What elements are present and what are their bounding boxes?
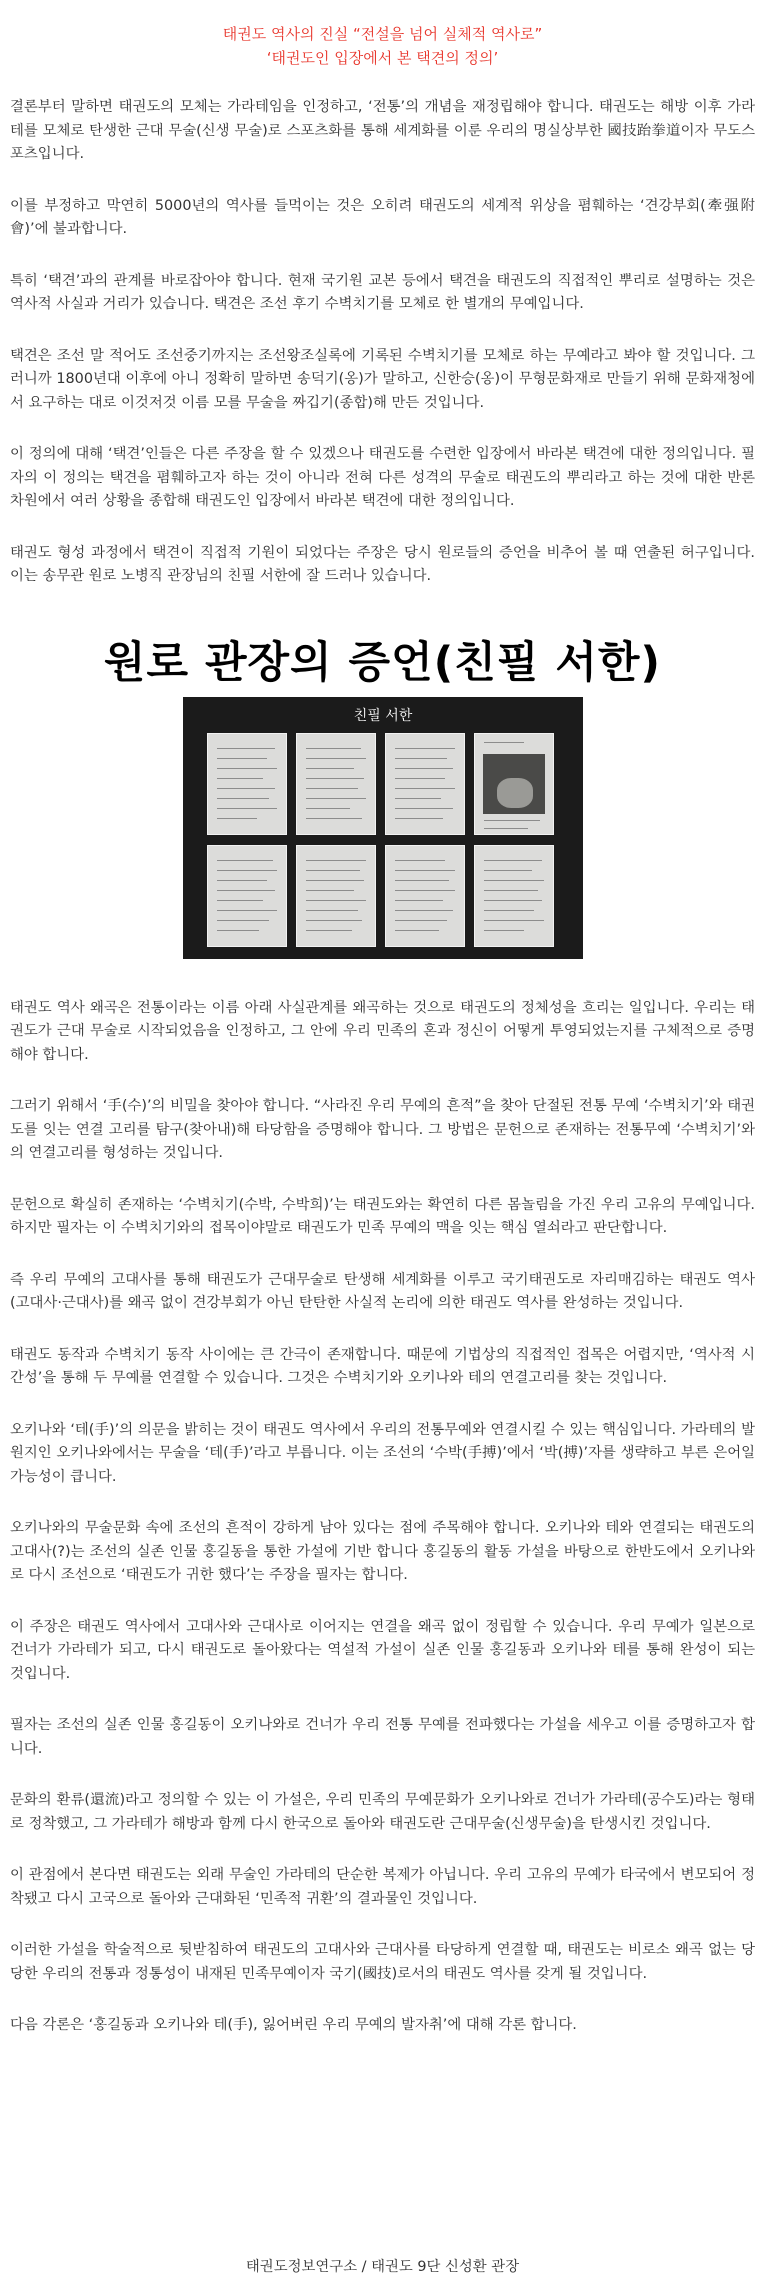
paragraph: 필자는 조선의 실존 인물 홍길동이 오키나와로 건너가 우리 전통 무예를 전파했다는 가설을 세우고 이를 증명하고자 합니다. — [10, 1717, 755, 1757]
paragraph: 이 관점에서 본다면 태권도는 외래 무술인 가라테의 단순한 복제가 아닙니다. 우리 고유의 무예가 타국에서 변모되어 정착됐고 다시 고국으로 돌아와 근대화된 ‘민족적 귀환’의 결과물인 것입니다. — [10, 1867, 755, 1907]
paragraph: 태권도 역사 왜곡은 전통이라는 이름 아래 사실관계를 왜곡하는 것으로 태권도의 정체성을 흐리는 일입니다. 우리는 태권도가 근대 무술로 시작되었음을 인정하고, 그 안에 우리 민족의 혼과 정신이 어떻게 투영되었는지를 구체적으로 증명해야 합니다. — [10, 999, 755, 1063]
paragraph: 태권도 동작과 수벽치기 동작 사이에는 큰 간극이 존재합니다. 때문에 기법상의 직접적인 접목은 어렵지만, ‘역사적 시간성’을 통해 두 무예를 연결할 수 있습니다. 그것은 수벽치기와 오키나와 테의 연결고리를 찾는 것입니다. — [10, 1346, 755, 1386]
letter-page-thumbnail — [296, 845, 376, 947]
paragraph: 문화의 환류(還流)라고 정의할 수 있는 이 가설은, 우리 민족의 무예문화가 오키나와로 건너가 가라테(공수도)라는 형태로 정착했고, 그 가라테가 해방과 함께 다시 한국으로 돌아와 태권도란 근대무술(신생무술)을 탄생시킨 것입니다. — [10, 1792, 755, 1832]
article-body — [10, 96, 755, 2066]
panel-title: 친필 서한 — [353, 707, 413, 724]
paragraph: 문헌으로 확실히 존재하는 ‘수벽치기(수박, 수박희)’는 태권도와는 확연히 다른 몸놀림을 가진 우리 고유의 무예입니다. 하지만 필자는 이 수벽치기와의 접목이야말로 태권도가 민족 무예의 맥을 잇는 핵심 열쇠라고 판단합니다. — [10, 1196, 755, 1236]
letter-page-thumbnail — [385, 845, 465, 947]
article-byline: 태권도정보연구소 / 태권도 9단 신성환 관장 — [245, 2259, 520, 2275]
paragraph: 그러기 위해서 ‘手(수)’의 비밀을 찾아야 합니다. “사라진 우리 무예의 흔적”을 찾아 단절된 전통 무예 ‘수벽치기’와 태권도를 잇는 연결 고리를 탐구(찾아내)해 타당함을 증명해야 합니다. 그 방법은 문헌으로 존재하는 전통무예 ‘수벽치기’와의 연결고리를 형성하는 것입니다. — [10, 1098, 755, 1161]
letter-banner — [10, 617, 755, 997]
letter-page-thumbnail — [385, 733, 465, 835]
letter-page-thumbnail — [207, 845, 287, 947]
title-line-2: ‘태권도인 입장에서 본 택견의 정의’ — [266, 49, 499, 67]
letter-page-thumbnail — [296, 733, 376, 835]
title-line-1: 태권도 역사의 진실 “전설을 넘어 실체적 역사로” — [222, 25, 543, 43]
paragraph: 이 주장은 태권도 역사에서 고대사와 근대사로 이어지는 연결을 왜곡 없이 정립할 수 있습니다. 우리 무예가 일본으로 건너가 가라테가 되고, 다시 태권도로 돌아왔다는 역설적 가설이 실존 인물 홍길동과 오키나와 테를 통해 완성이 되는 것입니다. — [10, 1618, 755, 1682]
paragraph: 오키나와 ‘테(手)’의 의문을 밝히는 것이 태권도 역사에서 우리의 전통무예와 연결시킬 수 있는 핵심입니다. 가라테의 발원지인 오키나와에서는 무술을 ‘테(手)’라고 부릅니다. 이는 조선의 ‘수박(手搏)’에서 ‘박(搏)’자를 생략하고 부른 은어일 가능성이 큽니다. — [10, 1421, 755, 1485]
letter-page-thumbnail — [474, 845, 554, 947]
photo-page-thumbnail — [474, 733, 554, 835]
paragraph: 이를 부정하고 막연히 5000년의 역사를 들먹이는 것은 오히려 태권도의 세계적 위상을 폄훼하는 ‘견강부회(牽强附會)’에 불과합니다. — [10, 197, 755, 237]
paragraph: 태권도 형성 과정에서 택견이 직접적 기원이 되었다는 주장은 당시 원로들의 증언을 비추어 볼 때 연출된 허구입니다. 이는 송무관 원로 노병직 관장님의 친필 서한에 잘 드러나 있습니다. — [10, 544, 755, 584]
paragraph: 이러한 가설을 학술적으로 뒷받침하여 태권도의 고대사와 근대사를 타당하게 연결할 때, 태권도는 비로소 왜곡 없는 당당한 우리의 전통과 정통성이 내재된 민족무예이자 국기(國技)로서의 태권도 역사를 갖게 될 것입니다. — [10, 1942, 755, 1982]
paragraph: 특히 ‘택견’과의 관계를 바로잡아야 합니다. 현재 국기원 교본 등에서 택견을 태권도의 직접적인 뿌리로 설명하는 것은 역사적 사실과 거리가 있습니다. 택견은 조선 후기 수벽치기를 모체로 한 별개의 무예입니다. — [10, 272, 755, 312]
letter-page-thumbnail — [207, 733, 287, 835]
letter-photo-panel — [183, 697, 583, 959]
article-title — [0, 22, 765, 70]
paragraph: 다음 각론은 ‘홍길동과 오키나와 테(手), 잃어버린 우리 무예의 발자취’에 대해 각론 합니다. — [10, 2017, 577, 2033]
paragraph: 오키나와의 무술문화 속에 조선의 흔적이 강하게 남아 있다는 점에 주목해야 합니다. 오키나와 테와 연결되는 태권도의 고대사(?)는 조선의 실존 인물 홍길동을 통한 가설에 기반 합니다 홍길동의 활동 가설을 바탕으로 한반도에서 오키나와로 다시 조선으로 ‘태권도가 귀한 했다’는 주장을 필자는 합니다. — [10, 1520, 755, 1583]
paragraph: 택견은 조선 말 적어도 조선중기까지는 조선왕조실록에 기록된 수벽치기를 모체로 하는 무예라고 봐야 할 것입니다. 그러니까 1800년대 이후에 아니 정확히 말하면 송덕기(옹)가 말하고, 신한승(옹)이 무형문화재로 만들기 위해 문화재청에서 요구하는 대로 이것저것 이름 모를 무술을 짜깁기(종합)해 만든 것입니다. — [10, 347, 755, 411]
paragraph: 이 정의에 대해 ‘택견’인들은 다른 주장을 할 수 있겠으나 태권도를 수련한 입장에서 바라본 택견에 대한 정의입니다. 필자의 이 정의는 택견을 폄훼하고자 하는 것이 아니라 전혀 다른 성격의 무술로 태권도의 뿌리라고 하는 것에 대한 반론차원에서 여러 상황을 종합해 태권도인 입장에서 바라본 택견에 대한 정의입니다. — [10, 446, 755, 509]
paragraph: 결론부터 말하면 태권도의 모체는 가라테임을 인정하고, ‘전통’의 개념을 재정립해야 합니다. 태권도는 해방 이후 가라테를 모체로 탄생한 근대 무술(신생 무술)로 스포츠화를 통해 세계화를 이룬 우리의 명실상부한 國技跆拳道이자 무도스포츠입니다. — [10, 99, 755, 162]
paragraph: 즉 우리 무예의 고대사를 통해 태권도가 근대무술로 탄생해 세계화를 이루고 국기태권도로 자리매김하는 태권도 역사(고대사·근대사)를 왜곡 없이 견강부회가 아닌 탄탄한 사실적 논리에 의한 태권도 역사를 완성하는 것입니다. — [10, 1271, 755, 1311]
banner-heading: 원로 관장의 증언(친필 서한) — [103, 637, 662, 688]
